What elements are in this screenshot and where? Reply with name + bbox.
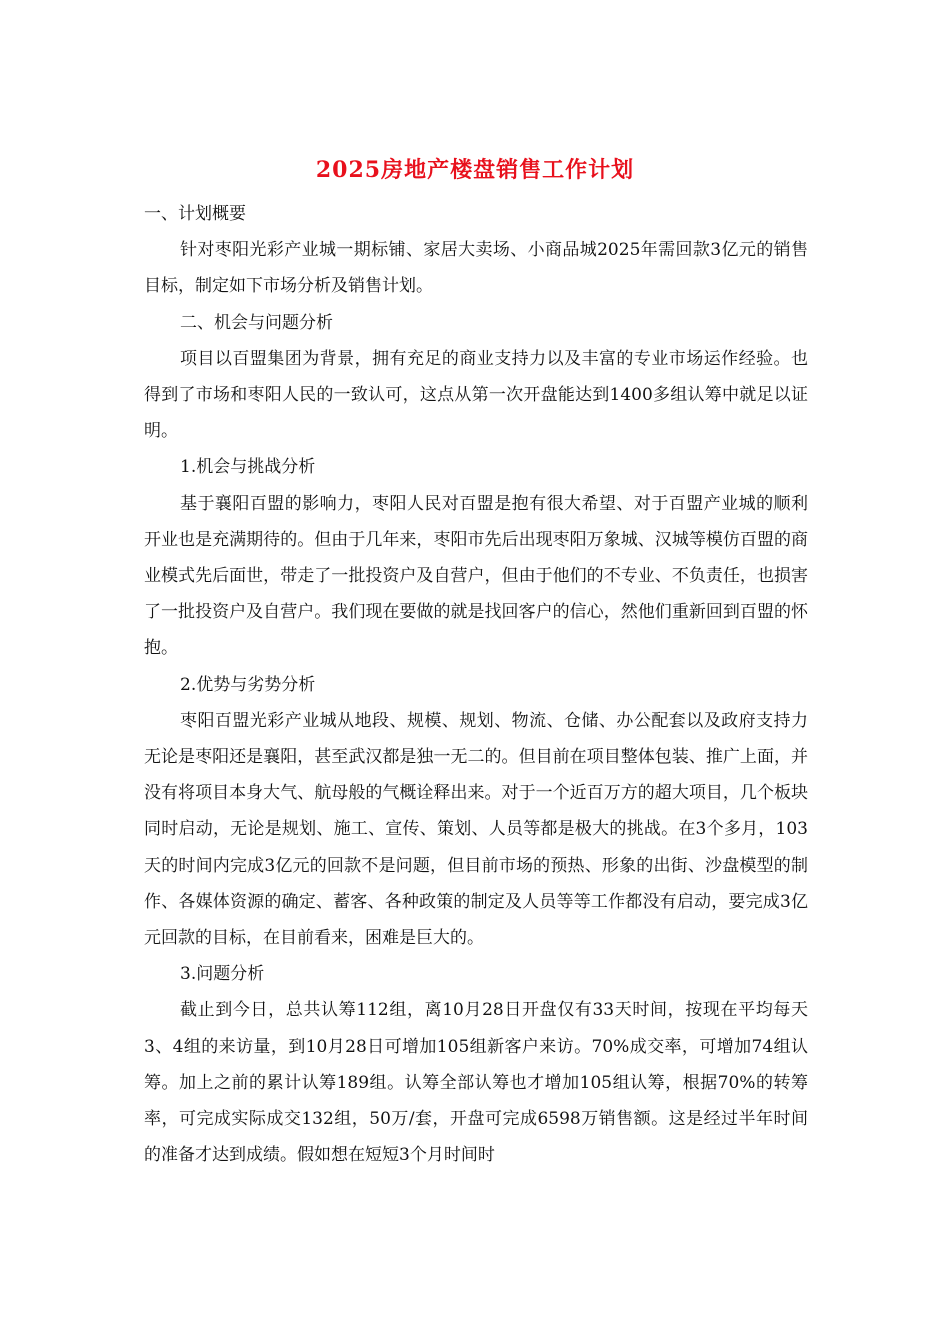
paragraph-opportunity-challenge: 基于襄阳百盟的影响力，枣阳人民对百盟是抱有很大希望、对于百盟产业城的顺利开业也是充满期待的。但由于几年来，枣阳市先后出现枣阳万象城、汉城等模仿百盟的商业模式先后面世，带走了一批投资户及自营户，但由于他们的不专业、不负责任，也损害了一批投资户及自营户。我们现在要做的就是找回客户的信心，然他们重新回到百盟的怀抱。 [144, 493, 808, 659]
subsection-heading-problem-analysis: 3.问题分析 [180, 964, 265, 985]
section-heading-plan-overview: 一、计划概要 [144, 204, 246, 224]
subsection-heading-strengths-weaknesses: 2.优势与劣势分析 [180, 674, 316, 695]
document-title: 2025房地产楼盘销售工作计划 [315, 157, 635, 183]
paragraph-strengths-weaknesses: 枣阳百盟光彩产业城从地段、规模、规划、物流、仓储、办公配套以及政府支持力无论是枣阳还是襄阳，甚至武汉都是独一无二的。但目前在项目整体包装、推广上面，并没有将项目本身大气、航母般的气概诠释出来。对于一个近百万方的超大项目，几个板块同时启动，无论是规划、施工、宣传、策划、人员等都是极大的挑战。在3个多月，103天的时间内完成3亿元的回款不是问题，但目前市场的预热、形象的出街、沙盘模型的制作、各媒体资源的确定、蓄客、各种政策的制定及人员等等工作都没有启动，要完成3亿元回款的目标，在目前看来，困难是巨大的。 [144, 710, 808, 949]
subsection-heading-opportunity-challenge: 1.机会与挑战分析 [180, 457, 316, 478]
paragraph-background: 项目以百盟集团为背景，拥有充足的商业支持力以及丰富的专业市场运作经验。也得到了市场和枣阳人民的一致认可，这点从第一次开盘能达到1400多组认筹中就足以证明。 [144, 348, 808, 442]
section-heading-opportunity-analysis: 二、机会与问题分析 [180, 312, 333, 333]
document-body [144, 196, 808, 1173]
paragraph-plan-overview: 针对枣阳光彩产业城一期标铺、家居大卖场、小商品城2025年需回款3亿元的销售目标，制定如下市场分析及销售计划。 [144, 240, 808, 297]
paragraph-problem-analysis: 截止到今日，总共认筹112组，离10月28日开盘仅有33天时间，按现在平均每天3、4组的来访量，到10月28日可增加105组新客户来访。70%成交率，可增加74组认筹。加上之前的累计认筹189组。认筹全部认筹也才增加105组认筹，根据70%的转筹率，可完成实际成交132组，50万/套，开盘可完成6598万销售额。这是经过半年时间的准备才达到成绩。假如想在短短3个月时间时 [144, 1000, 808, 1166]
